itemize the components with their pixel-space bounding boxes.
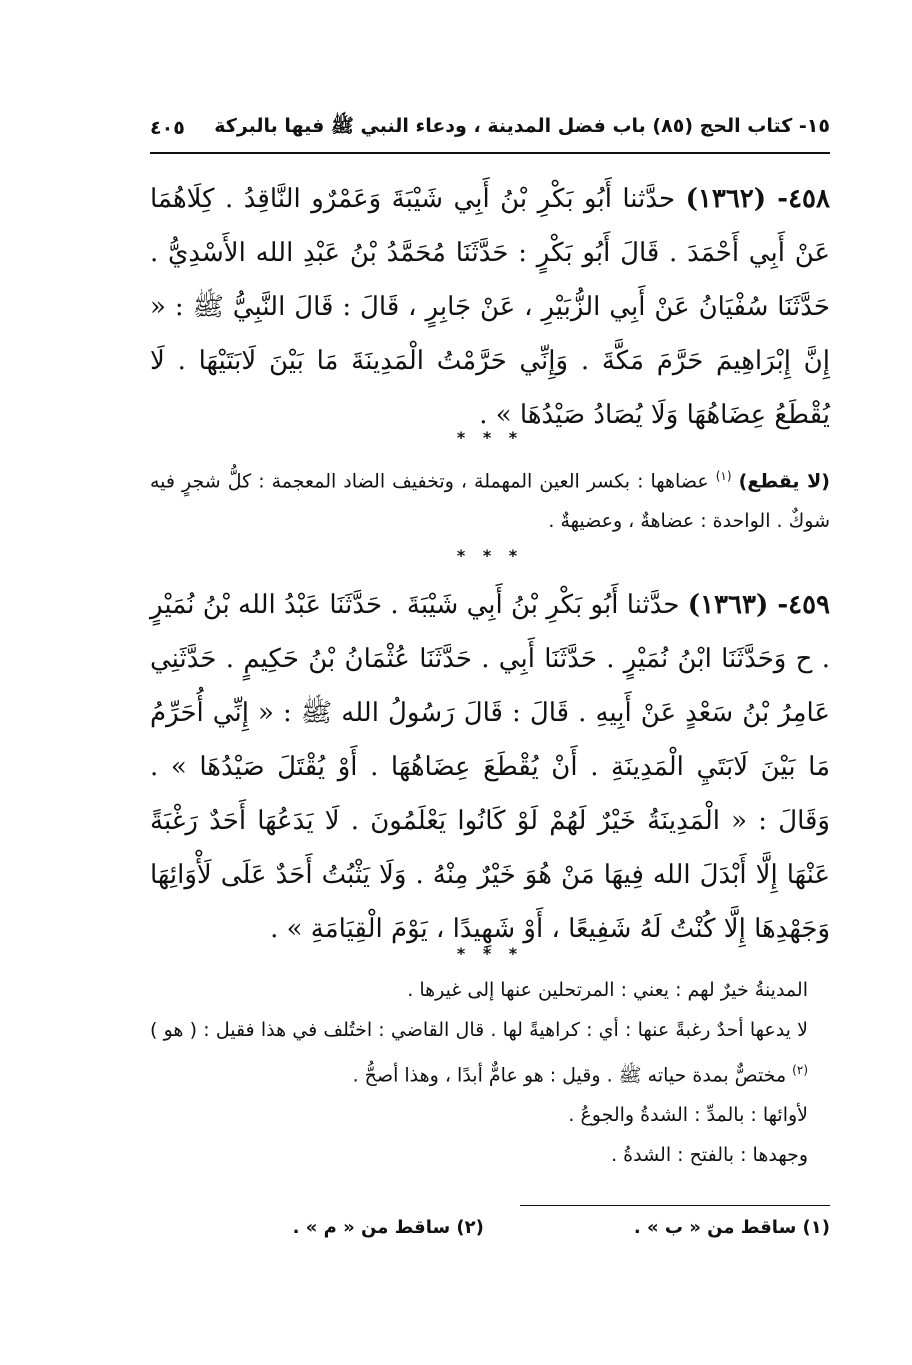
note-line: المدينةُ خيرٌ لهم : يعني : المرتحلين عنها إلى غيرها . <box>407 979 808 1001</box>
separator: * * * <box>456 944 524 963</box>
note-text: لا يدعها أحدٌ رغبةً عنها : أي : كراهيةً لها . قال القاضي : اختُلف في هذا فقيل : ( هو ) <box>150 1019 808 1041</box>
page-number: ٤٠٥ <box>150 117 185 139</box>
note-lead: (لا يقطع) <box>738 470 830 493</box>
hadith-text: حدَّثنا أَبُو بَكْرِ بْنُ أَبِي شَيْبَةَ وَعَمْرٌو النَّاقِدُ . كِلَاهُمَا عَنْ أَبِي أَحْمَدَ . قَالَ أَبُو بَكْرٍ : حَدَّثَنَا مُحَمَّدُ بْنُ عَبْدِ الله الأَسْدِيُّ . حَدَّثَنَا سُفْيَانُ عَنْ أَبِي الزُّبَيْرِ ، عَنْ جَابِرٍ ، قَالَ : قَالَ النَّبِيُّ ﷺ : « إِنَّ إِبْرَاهِيمَ حَرَّمَ مَكَّةَ . وَإِنِّي حَرَّمْتُ الْمَدِينَةَ مَا بَيْنَ لَابَتَيْهَا . لَا يُقْطَعُ عِضَاهُهَا وَلَا يُصَادُ صَيْدُهَا » . <box>150 184 830 430</box>
note-text: مختصٌّ بمدة حياته ﷺ . وقيل : هو عامٌّ أبدًا ، وهذا أصحُّ . <box>352 1064 787 1087</box>
footnote: (١) ساقط من « ب » . <box>633 1216 830 1238</box>
hadith-number: ٤٥٩- (١٣٦٣) <box>687 590 831 620</box>
footnote-rule <box>520 1205 830 1206</box>
commentary-458 <box>150 456 830 541</box>
note-line: لأوائها : بالمدِّ : الشدةُ والجوعُ . <box>568 1104 808 1127</box>
note-line: وجهدها : بالفتح : الشدةُ . <box>611 1144 808 1167</box>
commentary-459 <box>150 970 830 1175</box>
hadith-number: ٤٥٨- (١٣٦٢) <box>685 184 830 214</box>
separator: * * * <box>456 546 524 565</box>
footnotes <box>150 1210 830 1244</box>
footnote-marker: (١) <box>715 469 732 483</box>
header-title: ١٥- كتاب الحج (٨٥) باب فضل المدينة ، ودعاء النبي ﷺ فيها بالبركة <box>214 115 830 137</box>
header-rule <box>150 152 830 154</box>
separator: * * * <box>456 428 524 447</box>
running-header <box>150 108 830 148</box>
footnote: (٢) ساقط من « م » . <box>292 1216 484 1238</box>
note-text: عضاهها : بكسر العين المهملة ، وتخفيف الضاد المعجمة : كلُّ شجرٍ فيه شوكٌ . الواحدة : عضاهةٌ ، وعضيهةٌ . <box>150 470 830 533</box>
footnote-marker: (٢) <box>792 1063 808 1077</box>
hadith-text: حدَّثنا أَبُو بَكْرِ بْنُ أَبِي شَيْبَةَ . حَدَّثَنَا عَبْدُ الله بْنُ نُمَيْرٍ . ح وَحَدَّثَنَا ابْنُ نُمَيْرٍ . حَدَّثَنَا أَبِي . حَدَّثَنَا عُثْمَانُ بْنُ حَكِيمٍ . حَدَّثَنِي عَامِرُ بْنُ سَعْدٍ عَنْ أَبِيهِ . قَالَ : قَالَ رَسُولُ الله ﷺ : « إِنِّي أُحَرِّمُ مَا بَيْنَ لَابَتَيِ الْمَدِينَةِ . أَنْ يُقْطَعَ عِضَاهُهَا . أَوْ يُقْتَلَ صَيْدُهَا » . وَقَالَ : « الْمَدِينَةُ خَيْرٌ لَهُمْ لَوْ كَانُوا يَعْلَمُونَ . لَا يَدَعُهَا أَحَدٌ رَغْبَةً عَنْهَا إِلَّا أَبْدَلَ الله فِيهَا مَنْ هُوَ خَيْرٌ مِنْهُ . وَلَا يَثْبُتُ أَحَدٌ عَلَى لَأْوَائِهَا وَجَهْدِهَا إِلَّا كُنْتُ لَهُ شَفِيعًا ، أَوْ شَهِيدًا ، يَوْمَ الْقِيَامَةِ » . <box>150 590 830 944</box>
hadith-459 <box>150 578 830 956</box>
hadith-458 <box>150 172 830 442</box>
note-line <box>150 1010 830 1095</box>
